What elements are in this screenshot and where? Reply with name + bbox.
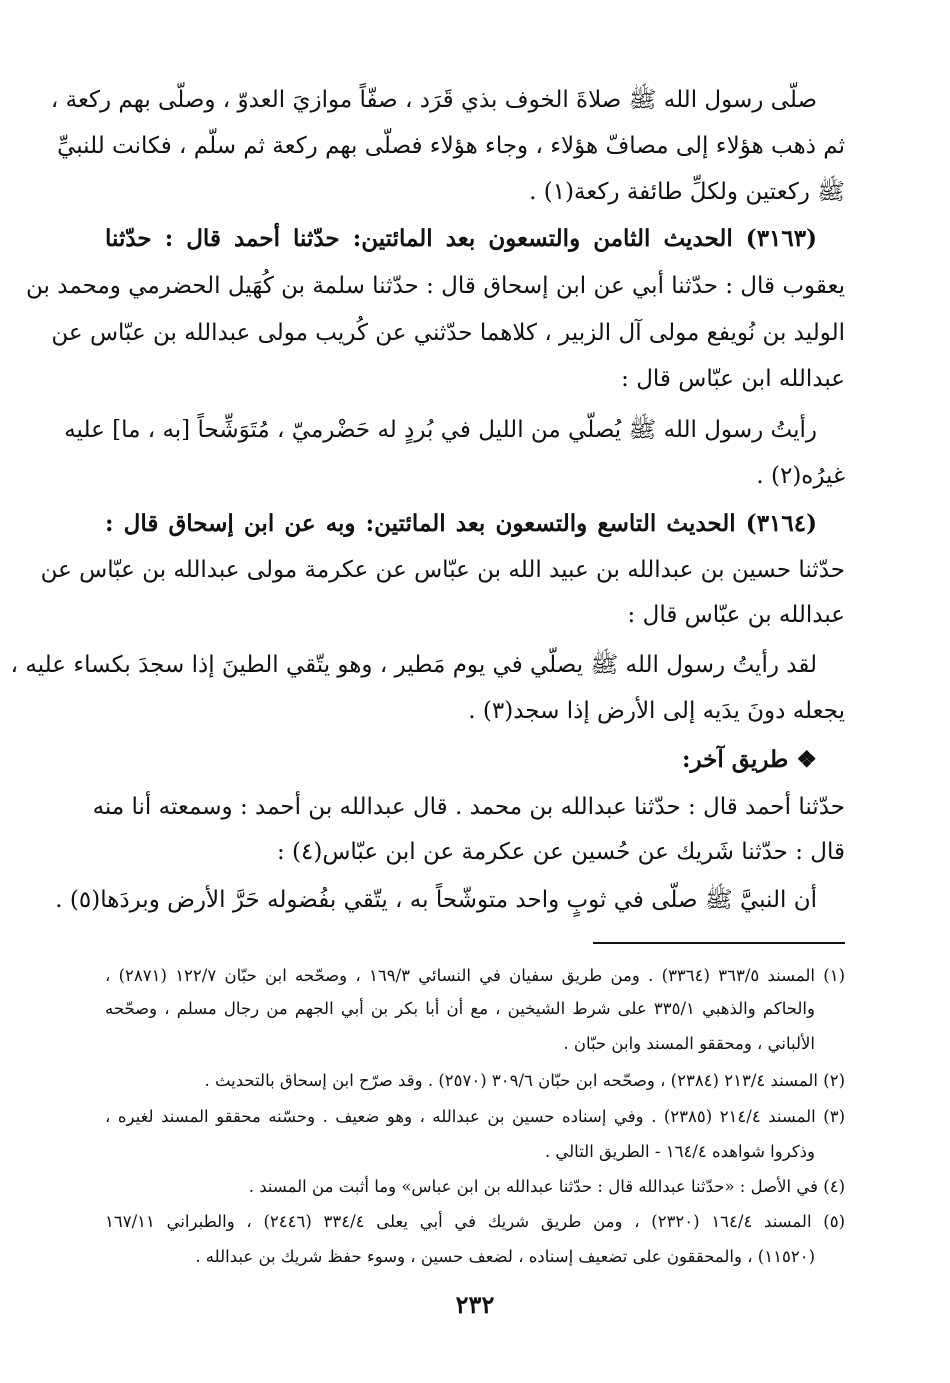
text-line: أن النبيَّ ﷺ صلّى في ثوبٍ واحد متوشّحاً به ، يتّقي بفُضوله حَرَّ الأرض وبردَها(٥) . (55, 887, 817, 913)
text-line: رأيتُ رسول الله ﷺ يُصلّي من الليل في بُردٍ له حَضْرميّ ، مُتَوَشِّحاً [به ، ما] عليه (64, 417, 817, 443)
text-line: عبدالله ابن عبّاس قال : (621, 366, 845, 392)
text-line: حدّثنا حسين بن عبدالله بن عبيد الله بن عبّاس عن عكرمة مولى عبدالله بن عبّاس عن (40, 557, 845, 583)
text-line: عبدالله بن عبّاس قال : (627, 602, 845, 628)
footnote-line: (٥) المسند ١٦٤/٤ (٢٣٢٠) ، ومن طريق شريك في أبي يعلى ٣٣٤/٤ (٢٤٤٦) ، والطبراني ١٦٧/١١ (105, 1212, 846, 1231)
page-number: ٢٣٢ (455, 1290, 495, 1319)
text-line: ثم ذهب هؤلاء إلى مصافّ هؤلاء ، وجاء هؤلاء فصلّى بهم ركعة ثم سلّم ، فكانت للنبيِّ (57, 133, 845, 159)
footnote-line: (٤) في الأصل : «حدّثنا عبدالله قال : حدّثنا عبدالله بن ابن عباس» وما أثبت من المسند . (248, 1177, 845, 1196)
hadith-heading-3163: (٣١٦٣) الحديث الثامن والتسعون بعد المائتين: حدّثنا أحمد قال : حدّثنا (105, 225, 817, 252)
text-line: يعقوب قال : حدّثنا أبي عن ابن إسحاق قال : حدّثنا سلمة بن كُهَيل الحضرمي ومحمد بن (26, 273, 845, 299)
footnote-line: (٢) المسند ٢١٣/٤ (٢٣٨٤) ، وصحّحه ابن حبّان ٣٠٩/٦ (٢٥٧٠) . وقد صرّح ابن إسحاق بالتحديث . (204, 1071, 845, 1090)
footnote-line: (٣) المسند ٢١٤/٤ (٢٣٨٥) . وفي إسناده حسين بن عبدالله ، وهو ضعيف . وحسّنه محققو المسند لغيره ، (105, 1107, 846, 1126)
alternate-route-heading: ❖ طريق آخر: (681, 746, 817, 773)
footnote-divider (593, 942, 845, 944)
footnote-line: الألباني ، ومحققو المسند وابن حبّان . (563, 1034, 815, 1053)
text-line: صلّى رسول الله ﷺ صلاةَ الخوف بذي قَرَد ، صفّاً موازيَ العدوّ ، وصلّى بهم ركعة ، (50, 87, 817, 113)
text-line: لقد رأيتُ رسول الله ﷺ يصلّي في يوم مَطير ، وهو يتّقي الطينَ إذا سجدَ بكساء عليه ، (10, 652, 817, 678)
hadith-heading-3164: (٣١٦٤) الحديث التاسع والتسعون بعد المائتين: وبه عن ابن إسحاق قال : (105, 510, 817, 537)
text-line: الوليد بن نُويفع مولى آل الزبير ، كلاهما حدّثني عن كُريب مولى عبدالله بن عبّاس عن (51, 320, 845, 346)
text-line: قال : حدّثنا شَريك عن حُسين عن عكرمة عن ابن عبّاس(٤) : (276, 839, 845, 865)
footnote-line: (١١٥٢٠) ، والمحققون على تضعيف إسناده ، لضعف حسين ، وسوء حفظ شريك بن عبدالله . (195, 1247, 815, 1266)
text-line: حدّثنا أحمد قال : حدّثنا عبدالله بن محمد . قال عبدالله بن أحمد : وسمعته أنا منه (92, 794, 845, 820)
footnote-line: والحاكم والذهبي ٣٣٥/١ على شرط الشيخين ، مع أن أبا بكر بن أبي الجهم من رجال مسلم ، وصحّحه (105, 999, 815, 1018)
text-line: غيرُه(٢) . (756, 463, 845, 489)
footnote-line: وذكروا شواهده ١٦٤/٤ - الطريق التالي . (544, 1142, 815, 1161)
text-line: يجعله دونَ يدَيه إلى الأرض إذا سجد(٣) . (468, 698, 845, 724)
text-line: ﷺ ركعتين ولكلِّ طائفة ركعة(١) . (529, 179, 845, 205)
footnote-line: (١) المسند ٣٦٣/٥ (٣٣٦٤) . ومن طريق سفيان في النسائي ١٦٩/٣ ، وصحّحه ابن حبّان ١٢٢/٧ (٢٨٧١) ، (105, 966, 846, 985)
